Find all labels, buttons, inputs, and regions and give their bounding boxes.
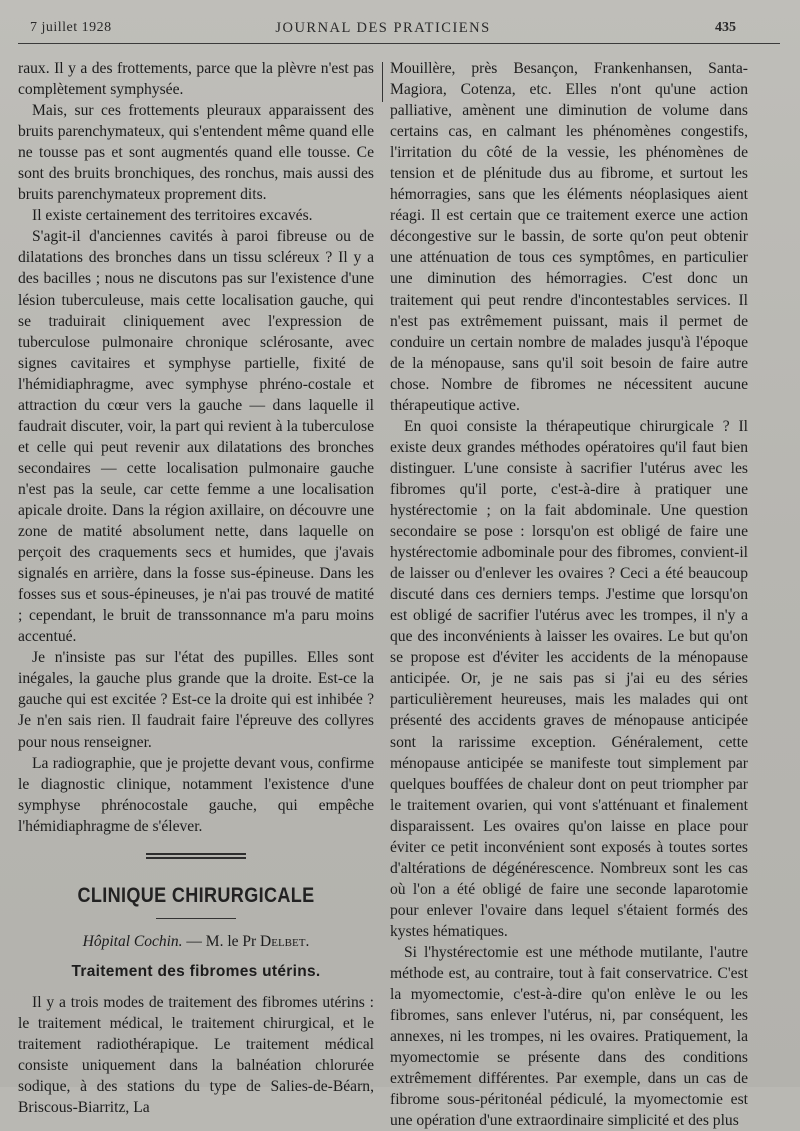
paragraph: Il existe certainement des territoires excavés. <box>32 207 313 225</box>
title-rule <box>156 918 236 919</box>
paragraph: Mais, sur ces frottements pleuraux apparaissent des bruits parenchymateux, qui s'entendent même quand elle ne tousse pas et sont augmentés quand elle tousse. Ce sont des bruits bronchiques, des ronchus, mais aussi des bruits parenchymateux proprement dits. <box>18 102 374 204</box>
journal-title: JOURNAL DES PRATICIENS <box>275 20 491 36</box>
paragraph: En quoi consiste la thérapeutique chirurgicale ? Il existe deux grandes méthodes opératoires qu'il faut bien distinguer. L'une consiste à sacrifier l'utérus avec les fibromes qu'il porte, c'est-à-dire à pratiquer une hystérectomie ; on la fait abdominale. Une question secondaire se pose : lorsqu'on est obligé de faire une hystérectomie adbominale pour des fibromes, convient-il de laisser ou d'enlever les ovaires ? Ceci a été beaucoup discuté dans ces derniers temps. J'estime que lorsqu'on est obligé de sacrifier l'utérus avec les trompes, il n'y a que des inconvénients à laisser les ovaires. Le but qu'on se propose est d'éviter les accidents de la ménopause anticipée. Or, je ne sais pas si j'ai eu des séries particulièrement heureuses, mais les malades qui ont présenté des accidents graves de ménopause anticipée sont la rarissime exception. Généralement, cette ménopause anticipée se manifeste tout simplement par quelques bouffées de chaleur dont on peut triompher par le traitement ovarien, qui vont s'atténuant et finalement disparaissent. Les ovaires qu'on laisse en place pour éviter ce petit inconvénient sont exposés à toutes sortes d'altérations de dégénérescence. Nombreux sont les cas où l'on a été obligé de faire une seconde laparotomie pour enlever l'ovaire dans lequel s'étaient formés des kystes hématiques. <box>390 417 748 940</box>
paragraph: Je n'insiste pas sur l'état des pupilles. Elles sont inégales, la gauche plus grande que la droite. Est-ce la gauche qui est excitée ? Est-ce la droite qui est inhibée ? Je n'en sais rien. Il faudrait faire l'épreuve des collyres pour nous renseigner. <box>18 649 374 751</box>
hospital-line <box>18 931 374 952</box>
section-separator <box>146 853 246 859</box>
left-column <box>18 58 374 1118</box>
lecturer-title: Pr <box>242 932 257 950</box>
page-number: 435 <box>715 20 736 35</box>
right-column <box>390 58 748 1131</box>
header-rule <box>18 43 780 44</box>
running-header <box>30 20 736 40</box>
paragraph: Mouillère, près Besançon, Frankenhansen, Santa-Magiora, Cotenza, etc. Elles n'ont qu'une action palliative, amènent une diminution de volume dans certains cas, en calmant les phénomènes congestifs, l'irritation du côté de la vessie, les phénomènes de tension et de plénitude dus au fibrome, et surtout les hémorragies, sans que les éléments néoplasiques aient réagi. Il est certain que ce traitement exerce une action décongestive sur le bassin, de sorte qu'on peut obtenir une atténuation de tous ces symptômes, en particulier une diminution des hémorragies. C'est donc un traitement qui peut rendre d'incontestables services. Il n'est pas extrêmement puissant, mais il permet de conduire un certain nombre de malades jusqu'à l'époque de la ménopause, sans qu'il soit besoin de faire autre chose. Nombre de fibromes ne nécessitent aucune thérapeutique active. <box>390 60 748 414</box>
article-title: Traitement des fibromes utérins. <box>71 962 321 980</box>
section-title: CLINIQUE CHIRURGICALE <box>77 883 315 907</box>
hospital-name: Hôpital Cochin. <box>82 932 183 950</box>
paragraph: S'agit-il d'anciennes cavités à paroi fibreuse ou de dilatations des bronches dans un tissu scléreux ? Il y a des bacilles ; nous ne discutons pas sur l'existence d'une lésion tuberculeuse, mais cette localisation gauche, qui se traduirait cliniquement avec l'expression de tuberculose pulmonaire chronique sclérosante, avec signes cavitaires et symphyse partielle, fixité de l'hémidiaphragme, avec symphyse phréno-costale et attraction du cœur vers la gauche — dans laquelle il faudrait discuter, voir, la part qui revient à la tuberculose et celle qui peut revenir aux dilatations des bronches secondaires — cette localisation pulmonaire gauche n'est pas la seule, car cette femme a une localisation apicale droite. Dans la région axillaire, on découvre une zone de matité absolument nette, dans laquelle on perçoit des craquements secs et humides, que j'avais signalés en arrière, dans la fosse sus-épineuse. Dans les fosses sus et sous-épineuses, je n'ai pas trouvé de matité ; cependant, le bruit de transsonnance m'a paru moins accentué. <box>18 228 374 646</box>
paragraph: La radiographie, que je projette devant vous, confirme le diagnostic clinique, notamment l'existence d'une symphyse phrénocostale gauche, qui empêche l'hémidiaphragme de s'élever. <box>18 754 374 835</box>
paragraph: Si l'hystérectomie est une méthode mutilante, l'autre méthode est, au contraire, tout à fait conservatrice. C'est la myomectomie, c'est-à-dire qu'on enlève le ou les fibromes, sans enlever l'utérus, ni, par conséquent, les annexes, ni les trompes, ni les ovaires. Pratiquement, la myomectomie se présente dans des conditions extrêmement différentes. Par exemple, dans un cas de fibrome sous-péritonéal pédiculé, la myomectomie est une opération d'une extraordinaire simplicité et des plus <box>390 943 748 1130</box>
column-divider <box>382 62 383 102</box>
lecturer-name: Delbet. <box>260 932 310 950</box>
paragraph: raux. Il y a des frottements, parce que la plèvre n'est pas complètement symphysée. <box>18 60 374 99</box>
lecturer-prefix: — M. le <box>186 932 239 950</box>
issue-date: 7 juillet 1928 <box>30 20 112 35</box>
paragraph: Il y a trois modes de traitement des fibromes utérins : le traitement médical, le traitement chirurgical, et le traitement radiothérapique. Le traitement médical consiste uniquement dans la balnéation chlorurée sodique, à des stations du type de Salies-de-Béarn, Briscous-Biarritz, La <box>18 993 374 1117</box>
